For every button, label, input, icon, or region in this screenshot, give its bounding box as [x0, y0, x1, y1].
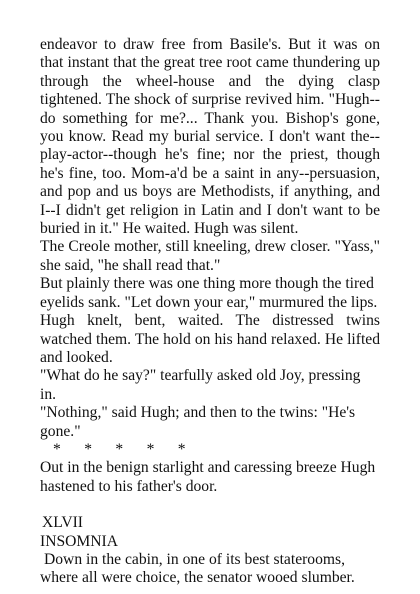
body-paragraph: endeavor to draw free from Basile's. But it was on that instant that the great tree root came thundering up through the wheel-house and the dying clasp tightened. The shock of surprise revived him. "Hugh--do something for me?... Thank you. Bishop's gone, you know. Read my burial service. I don't want the--play-actor--though he's fine; nor the priest, though he's fine, too. Mom-a'd be a saint in any--persuasion, and pop and us boys are Methodists, if anything, and I--I didn't get religion in Latin and I don't want to be buried in it." He waited. Hugh was silent. [40, 36, 380, 238]
body-paragraph: Out in the benign starlight and caressing breeze Hugh hastened to his father's door. [40, 459, 376, 495]
body-paragraph: The Creole mother, still kneeling, drew closer. "Yass," she said, "he shall read that." [40, 238, 380, 274]
chapter-title: INSOMNIA [40, 532, 118, 550]
body-paragraph: But plainly there was one thing more though the tired eyelids sank. "Let down your ear," murmured the lips. [40, 275, 378, 311]
chapter-opening-paragraph: Down in the cabin, in one of its best staterooms, where all were choice, the senator wooed slumber. [40, 550, 355, 587]
chapter-number: XLVII [42, 514, 84, 532]
body-paragraph: Hugh knelt, bent, waited. The distressed twins watched them. The hold on his hand relaxed. He lifted and looked. [40, 312, 380, 366]
spacer [40, 496, 380, 514]
book-page [40, 36, 380, 588]
body-paragraph: "Nothing," said Hugh; and then to the twins: "He's gone." [40, 404, 356, 440]
section-separator: * * * * * [53, 440, 186, 458]
body-paragraph: "What do he say?" tearfully asked old Joy, pressing in. [40, 367, 361, 403]
